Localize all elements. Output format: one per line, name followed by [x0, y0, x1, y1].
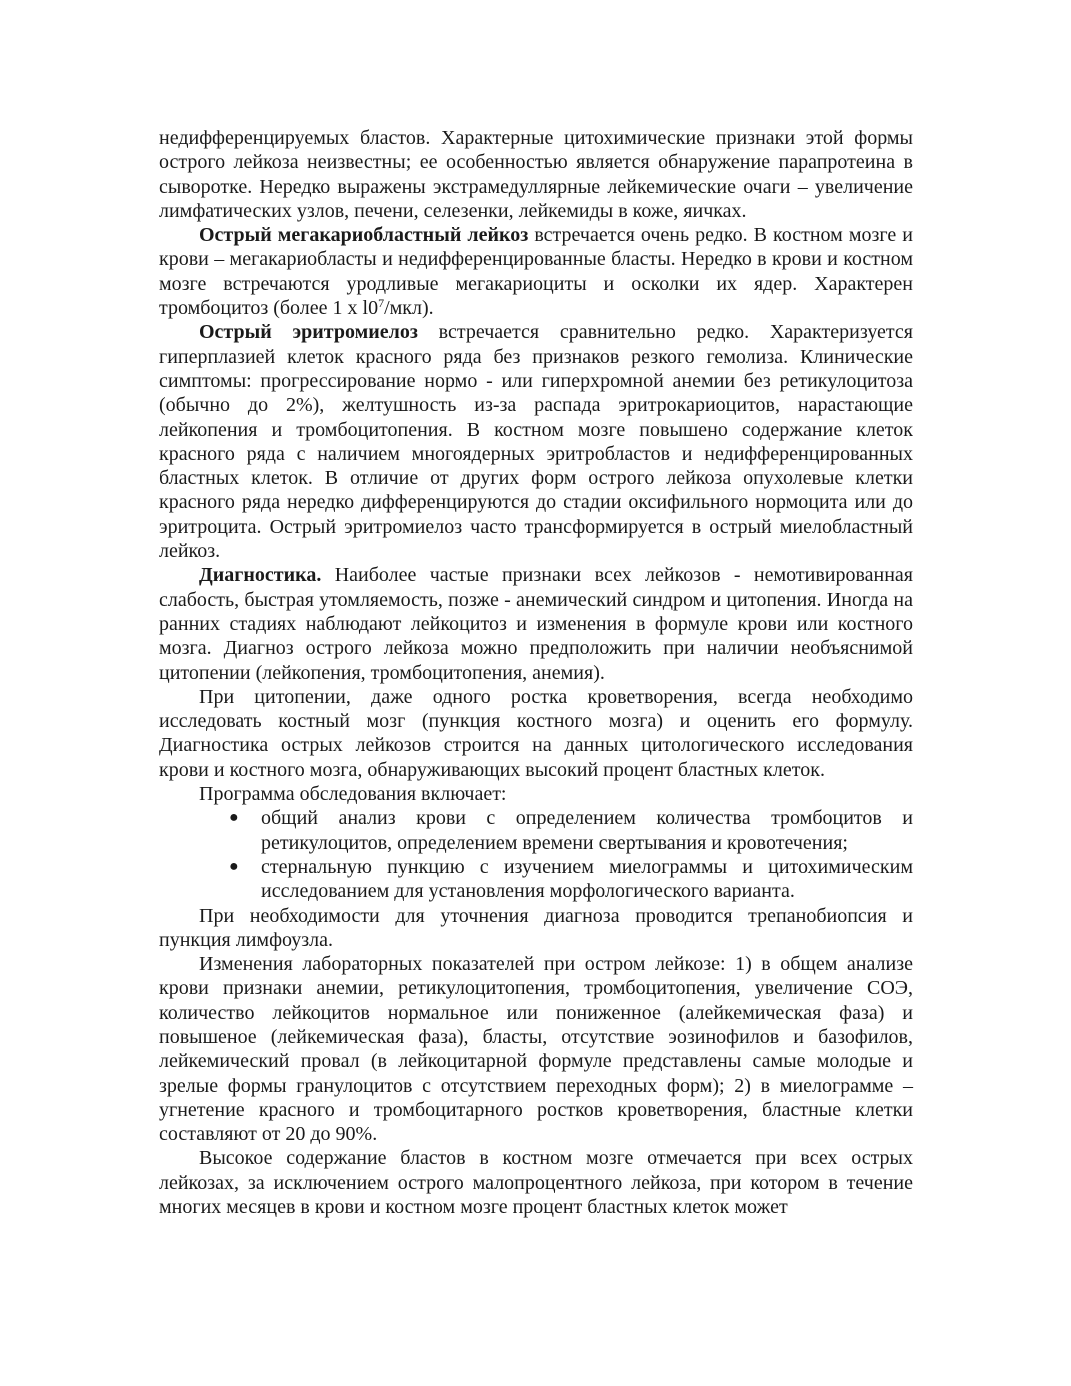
- superscript-exponent: 7: [378, 296, 385, 311]
- paragraph-text: встречается очень редко. В костном мозге и крови – мегакариобласты и недифференцированные бласты. Нередко в крови и костном мозге встречаются уродливые мегакариоциты и осколки их ядер. Характерен тромбоцитоз (более 1 х l0: [159, 224, 913, 320]
- paragraph-cytopenia: При цитопении, даже одного ростка кроветворения, всегда необходимо исследовать костный мозг (пункция костного мозга) и оценить его формулу. Диагностика острых лейкозов строится на данных цитологического исследования крови и костного мозга, обнаруживающих высокий процент бластных клеток.: [159, 685, 913, 781]
- bullet-icon: ●: [229, 809, 239, 827]
- list-item: [159, 806, 913, 855]
- term-megakaryoblastic: Острый мегакариобластный лейкоз: [199, 224, 529, 247]
- list-item: [159, 855, 913, 904]
- term-erythromyelosis: Острый эритромиелоз: [199, 321, 418, 344]
- examination-list: [159, 806, 913, 903]
- term-diagnostics: Диагностика.: [199, 564, 322, 587]
- paragraph-blast-content: Высокое содержание бластов в костном мозге отмечается при всех острых лейкозах, за исключением острого малопроцентного лейкоза, при котором в течение многих месяцев в крови и костном мозге процент бластных клеток может: [159, 1147, 913, 1219]
- paragraph-trepanobiopsy: При необходимости для уточнения диагноза проводится трепанобиопсия и пункция лимфоузла.: [159, 904, 913, 951]
- paragraph-program-intro: Программа обследования включает:: [199, 783, 507, 806]
- list-item-text: стернальную пункцию с изучением миелограммы и цитохимическим исследованием для установления морфологического варианта.: [261, 855, 913, 903]
- paragraph-lab-changes: Изменения лабораторных показателей при остром лейкозе: 1) в общем анализе крови признаки анемии, ретикулоцитопения, тромбоцитопения, увеличение СОЭ, количество лейкоцитов нормальное или пониженное (алейкемическая фаза) и повышеное (лейкемическая фаза), бласты, отсутствие эозинофилов и базофилов, лейкемический провал (в лейкоцитарной формуле представлены самые молодые и зрелые формы гранулоцитов с отсутствием переходных форм); 2) в миелограмме – угнетение красного и тромбоцитарного ростков кроветворения, бластные клетки составляют от 20 до 90%.: [159, 953, 913, 1146]
- paragraph-erythromyelosis: [159, 320, 913, 563]
- paragraph-blast-description: недифференцируемых бластов. Характерные цитохимические признаки этой формы острого лейкоза неизвестны; ее особенностью является обнаружение парапротеина в сыворотке. Нередко выражены экстрамедуллярные лейкемические очаги – увеличение лимфатических узлов, печени, селезенки, лейкемиды в коже, яичках.: [159, 127, 913, 222]
- bullet-icon: ●: [229, 857, 239, 875]
- paragraph-text: встречается сравнительно редко. Характеризуется гиперплазией клеток красного ряда без признаков резкого гемолиза. Клинические симптомы: прогрессирование нормо - или гиперхромной анемии без ретикулоцитоза (обычно до 2%), желтушность из-за распада эритрокариоцитов, нарастающие лейкопения и тромбоцитопения. В костном мозге повышено содержание клеток красного ряда с наличием многоядерных эритробластов и недифференцированных бластных клеток. В отличие от других форм острого лейкоза опухолевые клетки красного ряда нередко дифференцируются до стадии оксифильного нормоцита или до эритроцита. Острый эритромиелоз часто трансформируется в острый миелобластный лейкоз.: [159, 321, 913, 563]
- list-item-text: общий анализ крови с определением количества тромбоцитов и ретикулоцитов, определением времени свертывания и кровотечения;: [261, 807, 913, 854]
- paragraph-megakaryoblastic: [159, 223, 913, 320]
- paragraph-diagnostics: [159, 563, 913, 684]
- paragraph-tail: /мкл).: [384, 297, 434, 320]
- paragraph-text: Наиболее частые признаки всех лейкозов - немотивированная слабость, быстрая утомляемость, позже - анемический синдром и цитопения. Иногда на ранних стадиях наблюдают лейкоцитоз и изменения в формуле крови или костного мозга. Диагноз острого лейкоза можно предположить при наличии необъяснимой цитопении (лейкопения, тромбоцитопения, анемия).: [159, 564, 913, 684]
- document-page: [159, 126, 913, 1219]
